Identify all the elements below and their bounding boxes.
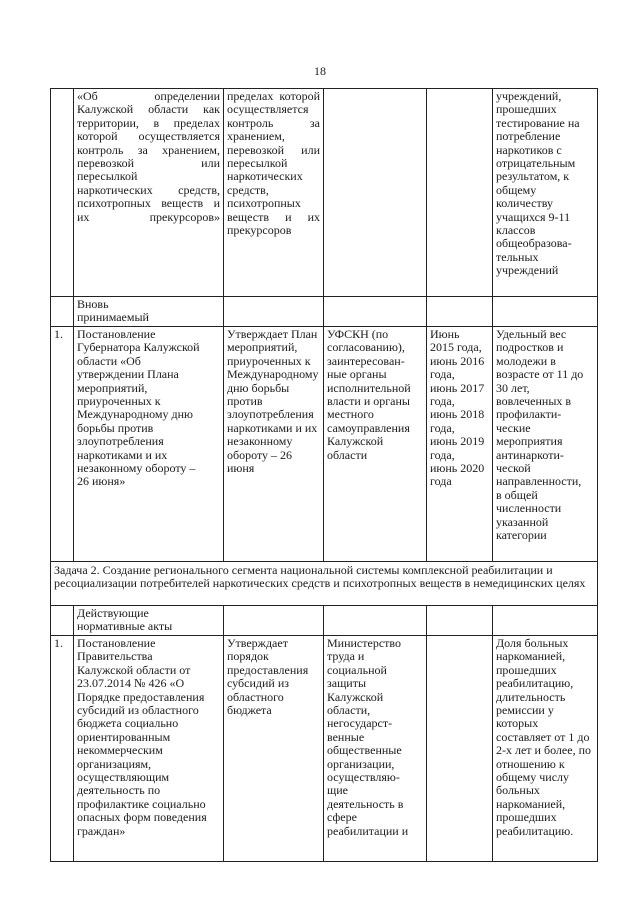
page-number: 18 — [314, 64, 326, 78]
result-indicator-cell: Удельный вес подростков и молодежи в возрасте от 11 до 30 лет, вовлеченных в профилакти- ческие мероприятия антинаркоти- ческой направленности, в общей численности указанной категории — [493, 327, 598, 562]
row-number: 1. — [51, 636, 74, 862]
task-heading: Задача 2. Создание регионального сегмента национальной системы комплексной реабилитации и ресоциализации потребителей наркотических средств и психотропных веществ в немедицинских целях — [51, 562, 598, 606]
program-measures-table — [50, 88, 598, 862]
table-row — [51, 89, 598, 297]
result-indicator-cell: учреждений, прошедших тестирование на потребление наркотиков с отрицательным результатом, к общему количеству учащихся 9-11 классов общеобразова- тельных учреждений — [493, 89, 598, 297]
table-row — [51, 327, 598, 562]
content-cell: Утверждает План мероприятий, приуроченных к Международному дню борьбы против злоупотребления наркотиками и их незаконному обороту – 26 июня — [224, 327, 324, 562]
legal-act-cell: Постановление Правительства Калужской области от 23.07.2014 № 426 «О Порядке предоставления субсидий из областного бюджета социально ориентированным некоммерческим организациям, осуществляющим деятельность по профилактике социально опасных форм поведения граждан» — [74, 636, 224, 862]
row-number — [51, 89, 74, 297]
term-cell — [427, 89, 493, 297]
content-cell: пределах которой осуществляется контроль за хранением, перевозкой или пересылкой наркотических средств, психотропных веществ и их прекурсоров — [224, 89, 324, 297]
term-cell — [427, 636, 493, 862]
legal-act-cell: Постановление Губернатора Калужской области «Об утверждении Плана мероприятий, приуроченных к Международному дню борьбы против злоупотребления наркотиками и их незаконному обороту – 26 июня» — [74, 327, 224, 562]
table-row — [51, 636, 598, 862]
section-row — [51, 606, 598, 636]
legal-act-cell: «Об определении Калужской области как территории, в пределах которой осуществляется контроль за хранением, перевозкой или пересылкой наркотических средств, психотропных веществ и их прекурсоров» — [74, 89, 224, 297]
section-label: Действующие нормативные акты — [74, 606, 224, 636]
executor-cell: Министерство труда и социальной защиты Калужской области, негосударст- венные общественные организации, осуществляю- щие деятельность в сфере реабилитации и — [324, 636, 427, 862]
executor-cell: УФСКН (по согласованию), заинтересован- ные органы исполнительной власти и органы местного самоуправления Калужской области — [324, 327, 427, 562]
row-number: 1. — [51, 327, 74, 562]
task-row — [51, 562, 598, 606]
section-label: Вновь принимаемый — [74, 297, 224, 327]
content-cell: Утверждает порядок предоставления субсидий из областного бюджета — [224, 636, 324, 862]
executor-cell — [324, 89, 427, 297]
result-indicator-cell: Доля больных наркоманией, прошедших реабилитацию, длительность ремиссии у которых составляет от 1 до 2-х лет и более, по отношению к общему числу больных наркоманией, прошедших реабилитацию. — [493, 636, 598, 862]
section-row — [51, 297, 598, 327]
term-cell: Июнь 2015 года, июнь 2016 года, июнь 2017 года, июнь 2018 года, июнь 2019 года, июнь 2020 года — [427, 327, 493, 562]
